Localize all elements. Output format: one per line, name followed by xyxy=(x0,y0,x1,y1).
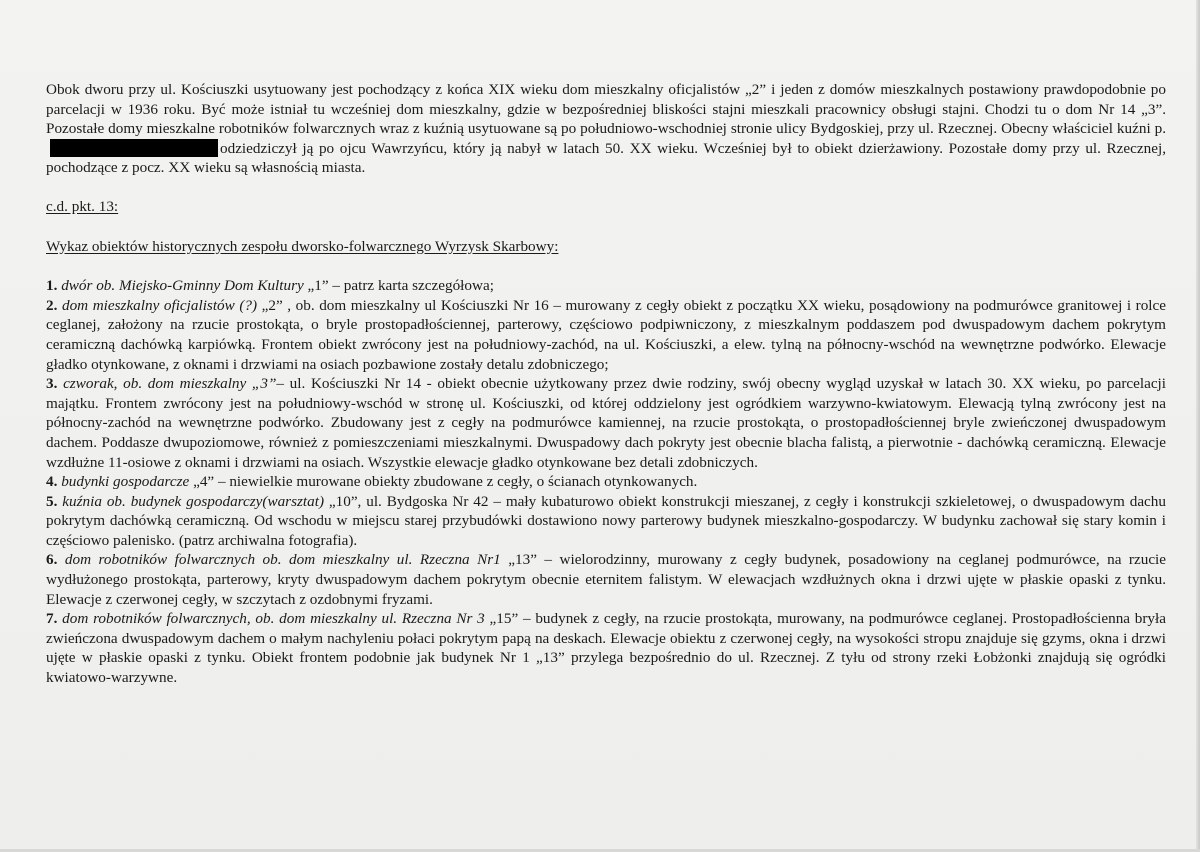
list-item xyxy=(46,276,1166,296)
scan-edge-right xyxy=(1196,0,1200,852)
item-title: kuźnia ob. budynek gospodarczy(warsztat) xyxy=(62,492,324,510)
item-number: 1. xyxy=(46,277,58,295)
item-number: 5. xyxy=(46,492,58,510)
redaction-bar xyxy=(50,139,218,157)
section-label: c.d. pkt. 13: xyxy=(46,197,119,215)
item-title: budynki gospodarcze xyxy=(61,473,190,491)
item-text: „1” – patrz karta szczegółowa; xyxy=(303,277,494,295)
intro-paragraph xyxy=(46,80,1166,178)
item-title: dom robotników folwarcznych, ob. dom mieszkalny ul. Rzeczna Nr 3 xyxy=(62,610,485,628)
item-number: 6. xyxy=(46,551,58,569)
item-title: dom robotników folwarcznych ob. dom mieszkalny ul. Rzeczna Nr1 xyxy=(64,551,501,569)
intro-text-part2: odziedziczył ją po ojcu Wawrzyńcu, który ją nabył w latach 50. XX wieku. Wcześniej był to obiekt dzierżawiony. Pozostałe domy przy ul. Rzecznej, pochodzące z pocz. XX wieku są własnością miasta. xyxy=(46,139,1166,177)
document-body xyxy=(46,80,1166,688)
list-item xyxy=(46,609,1166,687)
item-text: – ul. Kościuszki Nr 14 - obiekt obecnie użytkowany przez dwie rodziny, swój obecny wygląd uzyskał w latach 30. XX wieku, po parcelacji majątku. Frontem zwrócony jest na południowy-wschód w stronę ul. Kościuszki, od której oddzielony jest ogródkiem warzywno-kwiatowym. Elewacją tylną zwrócony jest na północny-zachód na wewnętrzne podwórko. Zbudowany jest z cegły na podmurówce kamiennej, na rzucie prostokąta, o prostopadłościennej bryle zwieńczonej dwuspadowym dachem. Poddasze dwupoziomowe, również z pomieszczeniami mieszkalnymi. Dwuspadowy dach pokryty jest obecnie blacha falistą, a pierwotnie - dachówką ceramiczną. Elewacje wzdłużne 11-osiowe z oknami i drzwiami na osiach. Wszystkie elewacje gładko otynkowane bez detali zdobniczych. xyxy=(46,375,1166,471)
item-text: „2” , ob. dom mieszkalny ul Kościuszki Nr 16 – murowany z cegły obiekt z początku XX wieku, posądowiony na podmurówce granitowej i rolce ceglanej, założony na rzucie prostokąta, o bryle prostopadłościennej, parterowy, częściowo podpiwniczony, z mieszkalnym poddaszem pod dwuspadowym dachem pokrytym ceramiczną dachówką karpiówką. Frontem obiekt zwrócony jest na południowy-zachód, na ul. Kościuszki, a elew. tylną na północny-wschód na wewnętrzne podwórko. Elewacje gładko otynkowane, z oknami i drzwiami na osiach pozbawione zostały detalu zdobniczego; xyxy=(46,296,1167,373)
item-number: 7. xyxy=(46,610,58,628)
item-number: 3. xyxy=(46,375,58,393)
item-number: 4. xyxy=(46,473,58,491)
intro-text-part1: Obok dworu przy ul. Kościuszki usytuowany jest pochodzący z końca XIX wieku dom mieszkalny oficjalistów „2” i jeden z domów mieszkalnych postawiony prawdopodobnie po parcelacji w 1936 roku. Być może istniał tu wcześniej dom mieszkalny, gdzie w bezpośredniej bliskości stajni mieszkali pracownicy obsługi stajni. Chodzi tu o dom Nr 14 „3”. Pozostałe domy mieszkalne robotników folwarcznych wraz z kuźnią usytuowane są po południowo-wschodniej stronie ulicy Bydgoskiej, przy ul. Rzecznej. Obecny właściciel kuźni p. xyxy=(46,81,1166,138)
list-item xyxy=(46,550,1166,609)
item-number: 2. xyxy=(46,296,58,314)
list-item xyxy=(46,374,1166,472)
item-text: „4” – niewielkie murowane obiekty zbudowane z cegły, o ścianach otynkowanych. xyxy=(189,473,698,491)
item-title: dom mieszkalny oficjalistów (?) xyxy=(61,296,258,314)
list-item xyxy=(46,472,1166,492)
list-heading: Wykaz obiektów historycznych zespołu dworsko-folwarcznego Wyrzysk Skarbowy: xyxy=(46,237,559,255)
item-title: czworak, ob. dom mieszkalny „3” xyxy=(63,375,277,393)
item-title: dwór ob. Miejsko-Gminny Dom Kultury xyxy=(61,277,304,295)
item-text: „15” – budynek z cegły, na rzucie prostokąta, murowany, na podmurówce ceglanej. Prostopadłościenna bryła zwieńczona dwuspadowym dachem o małym nachyleniu połaci pokrytym papą na deskach. Elewacje obiektu z czerwonej cegły, na wysokości stropu znajduje się gzyms, okna i drzwi ujęte w płaskie opaski z tynku. Obiekt frontem podobnie jak budynek Nr 1 „13” przylega bezpośrednio do ul. Rzecznej. Z tyłu od strony rzeki Łobżonki znajdują się ogródki kwiatowo-warzywne. xyxy=(46,610,1166,687)
item-text: „13” – wielorodzinny, murowany z cegły budynek, posadowiony na ceglanej podmurówce, na rzucie wydłużonego prostokąta, parterowy, kryty dwuspadowym dachem pokrytym obecnie eternitem falistym. W elewacjach wzdłużnych okna i drzwi ujęte w płaskie opaski z tynku. Elewacje z czerwonej cegły, w szczytach z ozdobnymi fryzami. xyxy=(46,551,1167,608)
list-item xyxy=(46,296,1166,374)
list-item xyxy=(46,492,1166,551)
item-text: „10”, ul. Bydgoska Nr 42 – mały kubaturowo obiekt konstrukcji mieszanej, z cegły i konstrukcji szkieletowej, o dwuspadowym dachu pokrytym dachówką ceramiczną. Od wschodu w miejscu starej przybudówki dostawiono nowy parterowy budynek mieszkalno-gospodarczy. W budynku zachował się stary komin i częściowo palenisko. (patrz archiwalna fotografia). xyxy=(46,492,1166,549)
